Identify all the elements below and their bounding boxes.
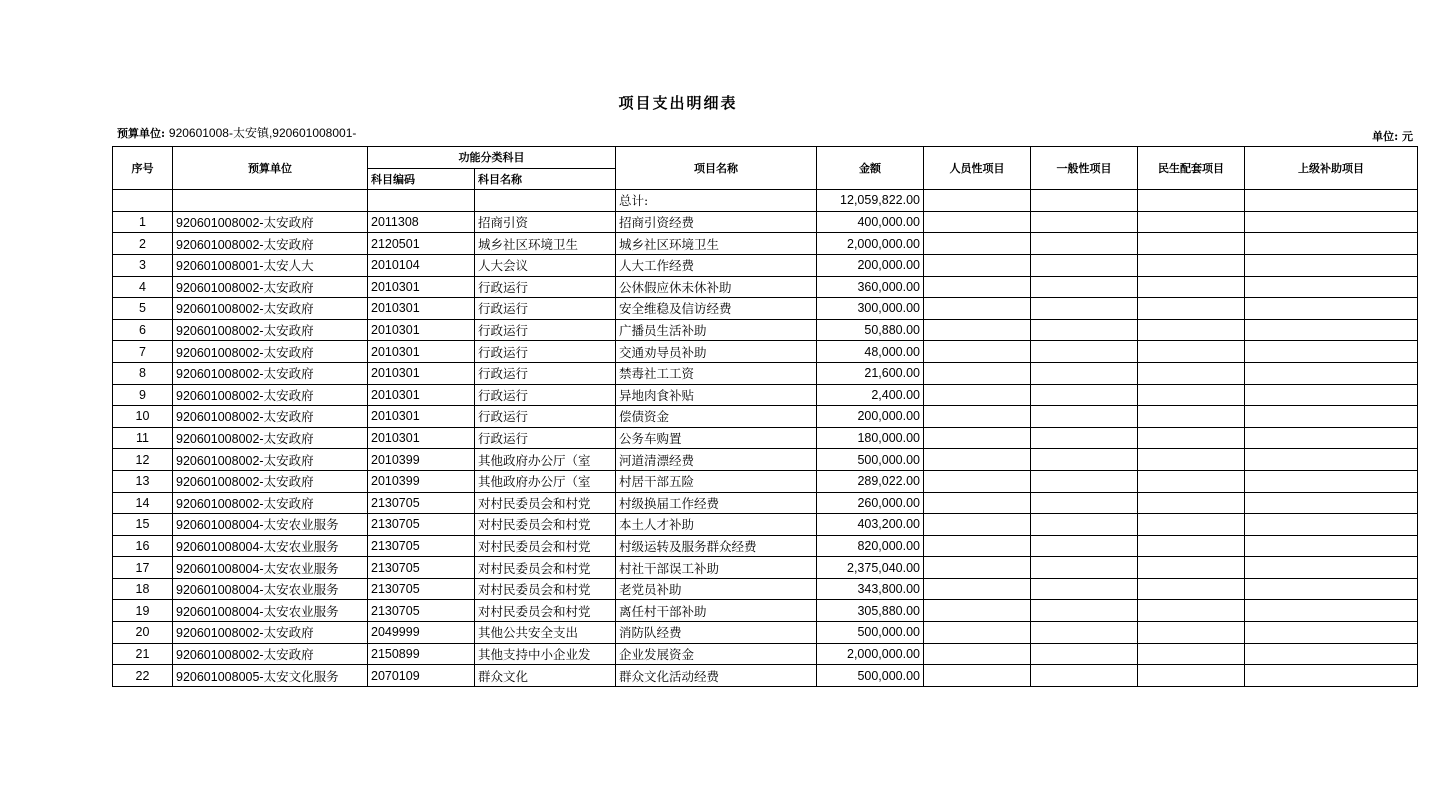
table-row (113, 362, 1418, 384)
row-func-code: 2010301 (368, 384, 475, 406)
row-livelihood (1138, 211, 1245, 233)
row-subsidy (1245, 492, 1418, 514)
budget-unit-value: 920601008-太安镇,920601008001- (168, 126, 357, 140)
row-project-name: 公休假应休未休补助 (616, 276, 817, 298)
row-personnel (924, 427, 1031, 449)
row-livelihood (1138, 254, 1245, 276)
table-row (113, 578, 1418, 600)
row-livelihood (1138, 665, 1245, 687)
row-livelihood (1138, 298, 1245, 320)
table-row (113, 211, 1418, 233)
table-row (113, 557, 1418, 579)
row-func-code: 2010301 (368, 362, 475, 384)
row-amount: 200,000.00 (817, 406, 924, 428)
row-func-code: 2010301 (368, 341, 475, 363)
total-label: 总计: (616, 190, 817, 212)
row-livelihood (1138, 233, 1245, 255)
row-amount: 500,000.00 (817, 449, 924, 471)
row-func-name: 行政运行 (475, 384, 616, 406)
row-budget-unit: 920601008002-太安政府 (173, 427, 368, 449)
row-func-code: 2130705 (368, 578, 475, 600)
row-general (1031, 427, 1138, 449)
table-row (113, 384, 1418, 406)
row-project-name: 村级运转及服务群众经费 (616, 535, 817, 557)
header-amount: 金额 (817, 147, 924, 190)
row-general (1031, 211, 1138, 233)
row-personnel (924, 341, 1031, 363)
row-func-name: 其他政府办公厅（室 (475, 449, 616, 471)
row-func-code: 2010301 (368, 427, 475, 449)
row-func-name: 其他公共安全支出 (475, 622, 616, 644)
row-func-code: 2010399 (368, 470, 475, 492)
row-subsidy (1245, 600, 1418, 622)
row-func-name: 对村民委员会和村党 (475, 535, 616, 557)
row-budget-unit: 920601008004-太安农业服务 (173, 578, 368, 600)
row-subsidy (1245, 557, 1418, 579)
row-amount: 300,000.00 (817, 298, 924, 320)
row-project-name: 交通劝导员补助 (616, 341, 817, 363)
row-general (1031, 406, 1138, 428)
row-func-code: 2150899 (368, 643, 475, 665)
row-func-code: 2011308 (368, 211, 475, 233)
row-func-name: 人大会议 (475, 254, 616, 276)
table-row (113, 492, 1418, 514)
row-personnel (924, 470, 1031, 492)
row-seq: 3 (113, 254, 173, 276)
row-amount: 403,200.00 (817, 514, 924, 536)
row-subsidy (1245, 578, 1418, 600)
row-project-name: 招商引资经费 (616, 211, 817, 233)
row-amount: 21,600.00 (817, 362, 924, 384)
row-livelihood (1138, 341, 1245, 363)
row-general (1031, 557, 1138, 579)
row-func-name: 其他政府办公厅（室 (475, 470, 616, 492)
row-general (1031, 384, 1138, 406)
row-func-name: 城乡社区环境卫生 (475, 233, 616, 255)
row-general (1031, 470, 1138, 492)
row-budget-unit: 920601008002-太安政府 (173, 319, 368, 341)
row-general (1031, 319, 1138, 341)
row-func-code: 2010301 (368, 298, 475, 320)
row-personnel (924, 665, 1031, 687)
row-livelihood (1138, 535, 1245, 557)
header-func-name: 科目名称 (475, 168, 616, 190)
table-row (113, 665, 1418, 687)
row-seq: 21 (113, 643, 173, 665)
row-seq: 20 (113, 622, 173, 644)
row-seq: 2 (113, 233, 173, 255)
row-func-code: 2130705 (368, 514, 475, 536)
row-func-code: 2130705 (368, 557, 475, 579)
row-project-name: 消防队经费 (616, 622, 817, 644)
row-func-name: 对村民委员会和村党 (475, 514, 616, 536)
row-personnel (924, 298, 1031, 320)
row-seq: 11 (113, 427, 173, 449)
row-seq: 8 (113, 362, 173, 384)
row-budget-unit: 920601008002-太安政府 (173, 276, 368, 298)
row-general (1031, 276, 1138, 298)
row-general (1031, 492, 1138, 514)
row-seq: 7 (113, 341, 173, 363)
row-budget-unit: 920601008002-太安政府 (173, 298, 368, 320)
row-func-name: 对村民委员会和村党 (475, 492, 616, 514)
row-livelihood (1138, 406, 1245, 428)
row-budget-unit: 920601008002-太安政府 (173, 233, 368, 255)
header-seq: 序号 (113, 147, 173, 190)
row-budget-unit: 920601008002-太安政府 (173, 470, 368, 492)
row-func-name: 对村民委员会和村党 (475, 578, 616, 600)
row-personnel (924, 384, 1031, 406)
row-budget-unit: 920601008002-太安政府 (173, 362, 368, 384)
row-seq: 15 (113, 514, 173, 536)
row-amount: 500,000.00 (817, 665, 924, 687)
row-amount: 200,000.00 (817, 254, 924, 276)
row-func-code: 2070109 (368, 665, 475, 687)
row-general (1031, 449, 1138, 471)
row-livelihood (1138, 362, 1245, 384)
row-func-name: 对村民委员会和村党 (475, 600, 616, 622)
row-subsidy (1245, 643, 1418, 665)
row-amount: 820,000.00 (817, 535, 924, 557)
row-subsidy (1245, 514, 1418, 536)
row-personnel (924, 557, 1031, 579)
row-subsidy (1245, 406, 1418, 428)
row-budget-unit: 920601008001-太安人大 (173, 254, 368, 276)
row-project-name: 老党员补助 (616, 578, 817, 600)
budget-unit-line (117, 126, 537, 146)
row-budget-unit: 920601008004-太安农业服务 (173, 600, 368, 622)
row-amount: 2,375,040.00 (817, 557, 924, 579)
table-row (113, 341, 1418, 363)
row-budget-unit: 920601008002-太安政府 (173, 341, 368, 363)
row-budget-unit: 920601008005-太安文化服务 (173, 665, 368, 687)
table-row (113, 622, 1418, 644)
row-general (1031, 535, 1138, 557)
row-personnel (924, 643, 1031, 665)
row-personnel (924, 492, 1031, 514)
row-amount: 260,000.00 (817, 492, 924, 514)
row-seq: 19 (113, 600, 173, 622)
row-project-name: 偿债资金 (616, 406, 817, 428)
row-general (1031, 514, 1138, 536)
row-seq: 12 (113, 449, 173, 471)
row-subsidy (1245, 470, 1418, 492)
row-func-name: 对村民委员会和村党 (475, 557, 616, 579)
row-general (1031, 341, 1138, 363)
row-personnel (924, 622, 1031, 644)
row-seq: 16 (113, 535, 173, 557)
table-row (113, 319, 1418, 341)
row-seq: 9 (113, 384, 173, 406)
row-livelihood (1138, 319, 1245, 341)
row-personnel (924, 514, 1031, 536)
row-subsidy (1245, 622, 1418, 644)
table-row (113, 298, 1418, 320)
row-func-name: 行政运行 (475, 427, 616, 449)
row-seq: 18 (113, 578, 173, 600)
row-subsidy (1245, 384, 1418, 406)
row-func-code: 2010301 (368, 319, 475, 341)
row-general (1031, 622, 1138, 644)
row-subsidy (1245, 362, 1418, 384)
row-project-name: 禁毒社工工资 (616, 362, 817, 384)
row-amount: 2,400.00 (817, 384, 924, 406)
row-func-code: 2010104 (368, 254, 475, 276)
row-seq: 10 (113, 406, 173, 428)
row-subsidy (1245, 427, 1418, 449)
row-livelihood (1138, 492, 1245, 514)
row-personnel (924, 600, 1031, 622)
row-livelihood (1138, 578, 1245, 600)
row-general (1031, 254, 1138, 276)
row-personnel (924, 211, 1031, 233)
table-row (113, 470, 1418, 492)
row-personnel (924, 254, 1031, 276)
row-func-code: 2130705 (368, 492, 475, 514)
table-row (113, 427, 1418, 449)
row-budget-unit: 920601008004-太安农业服务 (173, 535, 368, 557)
row-general (1031, 600, 1138, 622)
row-project-name: 群众文化活动经费 (616, 665, 817, 687)
row-subsidy (1245, 298, 1418, 320)
row-amount: 343,800.00 (817, 578, 924, 600)
row-func-code: 2120501 (368, 233, 475, 255)
currency-unit-label: 单位: 元 (1372, 130, 1413, 143)
page-title: 项目支出明细表 (618, 94, 738, 112)
row-budget-unit: 920601008002-太安政府 (173, 211, 368, 233)
row-personnel (924, 233, 1031, 255)
row-general (1031, 298, 1138, 320)
row-project-name: 村社干部误工补助 (616, 557, 817, 579)
row-general (1031, 233, 1138, 255)
row-seq: 22 (113, 665, 173, 687)
table-row (113, 233, 1418, 255)
row-seq: 13 (113, 470, 173, 492)
row-func-code: 2130705 (368, 535, 475, 557)
row-project-name: 河道清漂经费 (616, 449, 817, 471)
row-project-name: 人大工作经费 (616, 254, 817, 276)
row-amount: 48,000.00 (817, 341, 924, 363)
table-row (113, 535, 1418, 557)
row-func-code: 2010301 (368, 276, 475, 298)
row-seq: 1 (113, 211, 173, 233)
header-budget-unit: 预算单位 (173, 147, 368, 190)
row-livelihood (1138, 600, 1245, 622)
row-project-name: 异地肉食补贴 (616, 384, 817, 406)
table-row (113, 276, 1418, 298)
row-func-name: 行政运行 (475, 319, 616, 341)
row-seq: 4 (113, 276, 173, 298)
row-amount: 50,880.00 (817, 319, 924, 341)
header-func-code: 科目编码 (368, 168, 475, 190)
header-subsidy: 上级补助项目 (1245, 147, 1418, 190)
row-func-name: 行政运行 (475, 298, 616, 320)
row-subsidy (1245, 233, 1418, 255)
row-amount: 2,000,000.00 (817, 233, 924, 255)
row-func-name: 招商引资 (475, 211, 616, 233)
row-livelihood (1138, 514, 1245, 536)
table-row (113, 449, 1418, 471)
row-budget-unit: 920601008004-太安农业服务 (173, 557, 368, 579)
row-project-name: 城乡社区环境卫生 (616, 233, 817, 255)
row-amount: 180,000.00 (817, 427, 924, 449)
row-subsidy (1245, 341, 1418, 363)
row-livelihood (1138, 276, 1245, 298)
row-personnel (924, 535, 1031, 557)
total-amount: 12,059,822.00 (817, 190, 924, 212)
row-project-name: 企业发展资金 (616, 643, 817, 665)
row-amount: 2,000,000.00 (817, 643, 924, 665)
header-project-name: 项目名称 (616, 147, 817, 190)
row-personnel (924, 449, 1031, 471)
row-amount: 400,000.00 (817, 211, 924, 233)
row-seq: 6 (113, 319, 173, 341)
row-personnel (924, 578, 1031, 600)
table-row (113, 406, 1418, 428)
table-row (113, 643, 1418, 665)
row-livelihood (1138, 622, 1245, 644)
row-func-code: 2049999 (368, 622, 475, 644)
row-project-name: 公务车购置 (616, 427, 817, 449)
row-budget-unit: 920601008002-太安政府 (173, 643, 368, 665)
row-func-name: 行政运行 (475, 341, 616, 363)
row-personnel (924, 276, 1031, 298)
header-personnel: 人员性项目 (924, 147, 1031, 190)
row-subsidy (1245, 665, 1418, 687)
total-row (113, 190, 1418, 212)
row-subsidy (1245, 319, 1418, 341)
row-subsidy (1245, 211, 1418, 233)
row-subsidy (1245, 535, 1418, 557)
row-seq: 5 (113, 298, 173, 320)
row-amount: 360,000.00 (817, 276, 924, 298)
row-livelihood (1138, 384, 1245, 406)
header-general: 一般性项目 (1031, 147, 1138, 190)
row-project-name: 村级换届工作经费 (616, 492, 817, 514)
row-personnel (924, 362, 1031, 384)
row-amount: 305,880.00 (817, 600, 924, 622)
row-func-code: 2010399 (368, 449, 475, 471)
row-seq: 14 (113, 492, 173, 514)
header-func-group: 功能分类科目 (368, 147, 616, 169)
row-budget-unit: 920601008002-太安政府 (173, 449, 368, 471)
row-personnel (924, 406, 1031, 428)
row-func-name: 群众文化 (475, 665, 616, 687)
row-livelihood (1138, 557, 1245, 579)
row-seq: 17 (113, 557, 173, 579)
row-budget-unit: 920601008002-太安政府 (173, 406, 368, 428)
row-subsidy (1245, 254, 1418, 276)
row-project-name: 离任村干部补助 (616, 600, 817, 622)
row-budget-unit: 920601008002-太安政府 (173, 622, 368, 644)
row-general (1031, 665, 1138, 687)
row-livelihood (1138, 449, 1245, 471)
project-expenditure-table (112, 146, 1418, 687)
row-func-name: 行政运行 (475, 406, 616, 428)
row-subsidy (1245, 449, 1418, 471)
row-livelihood (1138, 427, 1245, 449)
row-func-name: 行政运行 (475, 276, 616, 298)
row-personnel (924, 319, 1031, 341)
row-func-name: 行政运行 (475, 362, 616, 384)
row-budget-unit: 920601008004-太安农业服务 (173, 514, 368, 536)
row-subsidy (1245, 276, 1418, 298)
row-project-name: 安全维稳及信访经费 (616, 298, 817, 320)
row-general (1031, 643, 1138, 665)
row-func-name: 其他支持中小企业发 (475, 643, 616, 665)
row-budget-unit: 920601008002-太安政府 (173, 492, 368, 514)
row-amount: 500,000.00 (817, 622, 924, 644)
row-func-code: 2130705 (368, 600, 475, 622)
row-func-code: 2010301 (368, 406, 475, 428)
row-budget-unit: 920601008002-太安政府 (173, 384, 368, 406)
row-livelihood (1138, 643, 1245, 665)
row-general (1031, 362, 1138, 384)
table-row (113, 514, 1418, 536)
row-general (1031, 578, 1138, 600)
row-project-name: 广播员生活补助 (616, 319, 817, 341)
table-row (113, 600, 1418, 622)
row-project-name: 村居干部五险 (616, 470, 817, 492)
row-livelihood (1138, 470, 1245, 492)
row-project-name: 本土人才补助 (616, 514, 817, 536)
header-livelihood: 民生配套项目 (1138, 147, 1245, 190)
row-amount: 289,022.00 (817, 470, 924, 492)
table-row (113, 254, 1418, 276)
budget-unit-label: 预算单位: (117, 127, 166, 140)
